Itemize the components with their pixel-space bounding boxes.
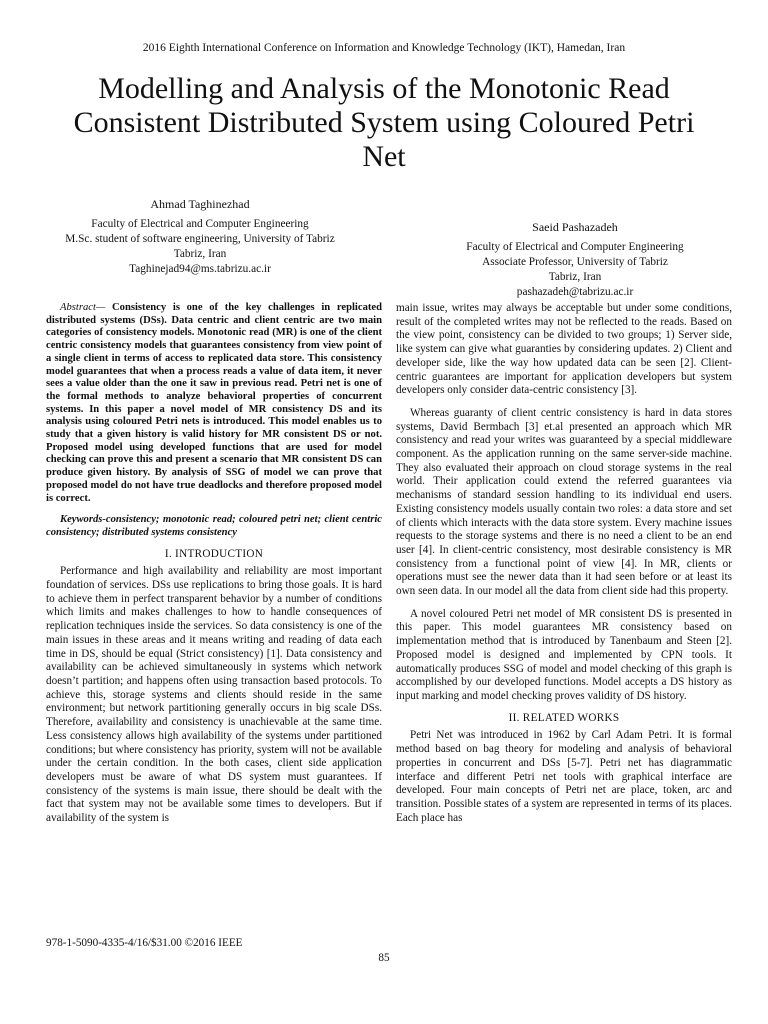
- left-column: [46, 302, 382, 826]
- abstract-text: Consistency is one of the key challenges in replicated distributed systems (DSs). Data centric and client centric are two main categories of consistency models. Monotonic read (MR) is one of the client centric consistency models that guarantees consistency from view point of a single client in terms of access to replicated data store. This consistency model guarantees that when a process reads a value of data item, it never sees a value older than the one it saw in previous read. Petri net is one of the formal methods to analyze behavioral properties of concurrent systems. In this paper a novel model of MR consistency DS and its analysis using coloured Petri nets is introduced. This model enables us to study that a given history is valid history for MR consistent DS or not. Proposed model using developed functions that are used for model checking can prove this and present a scenario that MR consistent DS can produce given history. By analysis of SSG of model we can prove that proposed model do not have true deadlocks and therefore proposed model is correct.: [46, 302, 382, 504]
- author-affiliation: Faculty of Electrical and Computer Engineering: [91, 218, 309, 230]
- author-email: pashazadeh@tabrizu.ac.ir: [516, 286, 634, 298]
- abstract: [46, 302, 382, 505]
- paragraph: A novel coloured Petri net model of MR consistent DS is presented in this paper. This model guarantees MR consistency based on implementation method that is introduced by Tanenbaum and Steen [2]. Proposed model is designed and implemented by CPN tools. It automatically produces SSG of model and model checking of this graph is accomplished by our developed functions. Model accepts a DS history as input marking and model checking proves validity of DS history.: [396, 607, 732, 702]
- conference-header: 2016 Eighth International Conference on Information and Knowledge Technology (IKT), Hamedan, Iran: [142, 42, 626, 54]
- section-heading-introduction: I. INTRODUCTION: [164, 547, 264, 560]
- paper-title: Modelling and Analysis of the Monotonic Read Consistent Distributed System using Coloured Petri Net: [73, 72, 695, 173]
- page-number: 85: [378, 952, 390, 964]
- author-position: M.Sc. student of software engineering, University of Tabriz: [65, 233, 335, 245]
- right-column: [396, 302, 732, 825]
- author-name: Ahmad Taghinezhad: [150, 197, 250, 211]
- copyright-footer: 978-1-5090-4335-4/16/$31.00 ©2016 IEEE: [46, 937, 243, 949]
- author-name: Saeid Pashazadeh: [532, 220, 618, 234]
- paragraph: Petri Net was introduced in 1962 by Carl Adam Petri. It is formal method based on bag theory for modeling and analysis of behavioral properties in concurrent and DSs [5-7]. Petri net has diagrammatic interface and different Petri net tools with graphical interface are developed. Four main concepts of Petri net are place, token, arc and transition. Possible states of a system are represented in terms of its places. Each place has: [396, 729, 732, 824]
- author-affiliation: Faculty of Electrical and Computer Engineering: [466, 241, 684, 253]
- author-position: Associate Professor, University of Tabriz: [482, 256, 668, 268]
- author-email: Taghinejad94@ms.tabrizu.ac.ir: [129, 263, 271, 275]
- paragraph: Performance and high availability and reliability are most important foundation of services. DSs use replications to bring those goals. It is hard to achieve them in perfect transparent behavior by a number of conditions which limits and makes challenges to how to handle consequences of replication techniques inside the services. So data consistency is one of the main issues in these areas and it means writing and reading of data each time in DS, should be equal (Strict consistency) [1]. Data consistency and availability can be achieved simultaneously in systems which network doesn’t partition; and happens often using transaction based protocols. To achieve this, storage systems and clients should reside in the same environment; but network partitioning generally occurs in big scale DSs. Therefore, availability and consistency is unachievable at the same time. Less consistency allows high availability of the systems under partitioned conditions; but where consistency has priority, system will not be available under the certain condition. In the both cases, client side application developers must be aware of what DS system must guarantees. If consistency of the systems is main issue, there should be dealt with the fact that system may not be available some times to developers. But if availability of the system is: [46, 565, 382, 825]
- paragraph: Whereas guaranty of client centric consistency is hard in data stores systems, David Bermbach [3] et.al presented an approach which MR consistency and read your writes was guaranteed by a special middleware component. As the application running on the same server-side machine. They also evaluated their approach on cloud storage systems in the real world. Their application could extend the referred guarantees via mechanisms of standard session handling to its individual end users. Existing consistency models usually contain two roles: a data store and set of clients which interacts with the data store system. Every machine issues requests to the storage systems and there is no need a client to be an end user [4]. In client-centric consistency, most desirable consistency is MR consistency from a functional point of view [4]. In MR, clients or operations must see the newer data than it had seen before or at least its own seen data. In our model all the data from client side had this property.: [396, 406, 732, 598]
- author-location: Tabriz, Iran: [548, 271, 602, 283]
- author-location: Tabriz, Iran: [173, 248, 227, 260]
- author-block-1: [40, 197, 360, 277]
- author-block-2: [395, 220, 755, 300]
- keywords: Keywords-consistency; monotonic read; coloured petri net; client centric consistency; distributed systems consistency: [46, 514, 382, 538]
- section-heading-related-works: II. RELATED WORKS: [508, 711, 620, 724]
- paragraph: main issue, writes may always be acceptable but under some conditions, result of the completed writes may not be reflected to the reads. Based on the view point, consistency can be divided to two groups; 1) Server side, like system can give what guaranties by considering updates. 2) Client and developer side, like the way how updated data can be seen [2]. Client-centric guarantees are important for application developers but system developers only consider data-centric consistency [3].: [396, 302, 732, 397]
- abstract-label: Abstract—: [60, 302, 106, 313]
